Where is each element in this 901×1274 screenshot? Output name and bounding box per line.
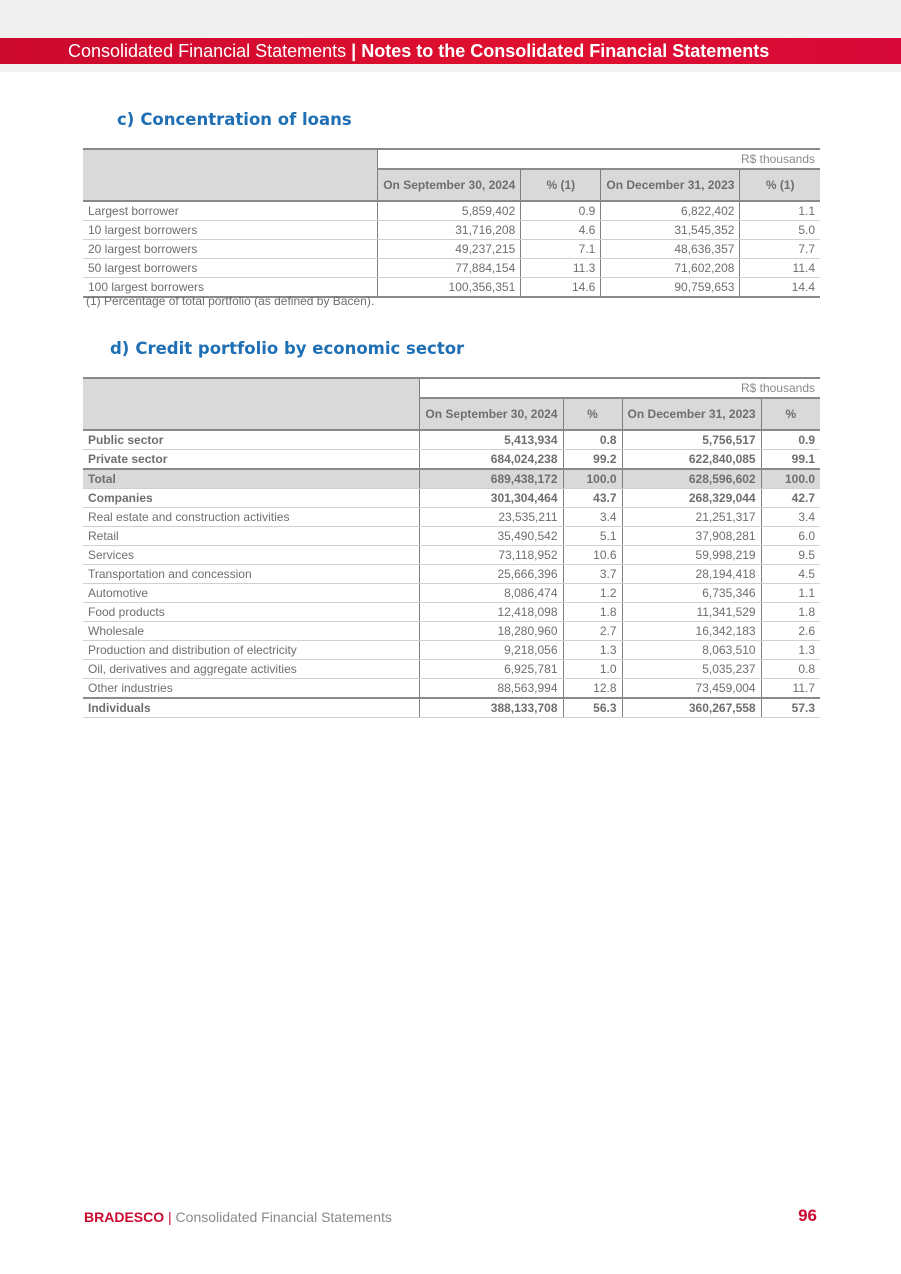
row-label: 50 largest borrowers — [83, 259, 378, 278]
row-value: 35,490,542 — [420, 527, 563, 546]
row-value: 88,563,994 — [420, 679, 563, 699]
table-row — [83, 565, 820, 584]
row-label: 20 largest borrowers — [83, 240, 378, 259]
row-value: 16,342,183 — [622, 622, 761, 641]
row-value: 0.9 — [521, 201, 601, 221]
row-value: 31,545,352 — [601, 221, 740, 240]
table-row — [83, 240, 820, 259]
row-label: Wholesale — [83, 622, 420, 641]
row-value: 37,908,281 — [622, 527, 761, 546]
table-row — [83, 584, 820, 603]
row-value: 56.3 — [563, 698, 622, 718]
row-value: 10.6 — [563, 546, 622, 565]
row-value: 12.8 — [563, 679, 622, 699]
table-row — [83, 622, 820, 641]
sectors-table — [83, 377, 820, 718]
row-value: 4.5 — [761, 565, 820, 584]
row-value: 3.4 — [563, 508, 622, 527]
row-value: 5.1 — [563, 527, 622, 546]
header-banner — [0, 38, 901, 64]
table-row — [83, 660, 820, 679]
sectors-col-header: % — [761, 398, 820, 430]
row-value: 388,133,708 — [420, 698, 563, 718]
row-label: Transportation and concession — [83, 565, 420, 584]
row-value: 14.4 — [740, 278, 820, 298]
row-value: 18,280,960 — [420, 622, 563, 641]
row-value: 6,925,781 — [420, 660, 563, 679]
loans-section-title — [117, 110, 352, 129]
row-value: 90,759,653 — [601, 278, 740, 298]
row-value: 7.7 — [740, 240, 820, 259]
loans-col-header: % (1) — [521, 169, 601, 201]
loans-corner — [83, 149, 378, 169]
row-label: Companies — [83, 489, 420, 508]
row-value: 9.5 — [761, 546, 820, 565]
row-label: Real estate and construction activities — [83, 508, 420, 527]
sectors-units-row — [83, 378, 820, 398]
page-number: 96 — [798, 1206, 817, 1225]
row-value: 1.1 — [740, 201, 820, 221]
row-label: Largest borrower — [83, 201, 378, 221]
row-label: Other industries — [83, 679, 420, 699]
sectors-section-letter: d) — [110, 339, 130, 358]
row-label: Production and distribution of electricity — [83, 641, 420, 660]
sectors-corner — [83, 378, 420, 398]
loans-section-text: Concentration of loans — [140, 110, 352, 129]
row-value: 28,194,418 — [622, 565, 761, 584]
table-row — [83, 603, 820, 622]
row-value: 5,756,517 — [622, 430, 761, 450]
table-row — [83, 679, 820, 699]
row-value: 6.0 — [761, 527, 820, 546]
row-value: 0.8 — [761, 660, 820, 679]
sectors-col-header: On September 30, 2024 — [420, 398, 563, 430]
row-label: Retail — [83, 527, 420, 546]
row-value: 23,535,211 — [420, 508, 563, 527]
row-label: Total — [83, 469, 420, 489]
row-value: 77,884,154 — [378, 259, 521, 278]
row-value: 0.8 — [563, 430, 622, 450]
row-value: 100.0 — [563, 469, 622, 489]
loans-units: R$ thousands — [378, 149, 820, 169]
row-value: 360,267,558 — [622, 698, 761, 718]
row-value: 2.7 — [563, 622, 622, 641]
row-value: 11.7 — [761, 679, 820, 699]
loans-col-header: % (1) — [740, 169, 820, 201]
table-row — [83, 221, 820, 240]
footer-doc-title: Consolidated Financial Statements — [175, 1209, 392, 1225]
header-separator: | — [346, 41, 362, 61]
row-value: 622,840,085 — [622, 450, 761, 470]
table-row — [83, 527, 820, 546]
sectors-col-header: % — [563, 398, 622, 430]
row-value: 9,218,056 — [420, 641, 563, 660]
table-row — [83, 450, 820, 470]
loans-col-header: On September 30, 2024 — [378, 169, 521, 201]
row-value: 1.3 — [761, 641, 820, 660]
row-value: 99.1 — [761, 450, 820, 470]
row-label: 10 largest borrowers — [83, 221, 378, 240]
row-value: 1.8 — [563, 603, 622, 622]
row-value: 268,329,044 — [622, 489, 761, 508]
loans-col-header: On December 31, 2023 — [601, 169, 740, 201]
footer-brand: BRADESCO — [84, 1209, 165, 1225]
row-label: Oil, derivatives and aggregate activities — [83, 660, 420, 679]
row-value: 3.7 — [563, 565, 622, 584]
sectors-section-title — [110, 339, 464, 358]
table-row — [83, 508, 820, 527]
row-value: 1.8 — [761, 603, 820, 622]
row-value: 301,304,464 — [420, 489, 563, 508]
sectors-section-text: Credit portfolio by economic sector — [135, 339, 465, 358]
table-row — [83, 259, 820, 278]
row-value: 11,341,529 — [622, 603, 761, 622]
sectors-header-row — [83, 398, 820, 430]
row-value: 1.2 — [563, 584, 622, 603]
row-value: 11.4 — [740, 259, 820, 278]
row-value: 4.6 — [521, 221, 601, 240]
row-value: 14.6 — [521, 278, 601, 298]
row-label: Private sector — [83, 450, 420, 470]
row-value: 57.3 — [761, 698, 820, 718]
row-value: 7.1 — [521, 240, 601, 259]
row-value: 5,413,934 — [420, 430, 563, 450]
row-value: 1.3 — [563, 641, 622, 660]
row-value: 11.3 — [521, 259, 601, 278]
row-value: 6,735,346 — [622, 584, 761, 603]
row-value: 0.9 — [761, 430, 820, 450]
header-section: Consolidated Financial Statements — [68, 41, 347, 61]
row-value: 6,822,402 — [601, 201, 740, 221]
table-row — [83, 430, 820, 450]
row-value: 99.2 — [563, 450, 622, 470]
row-value: 628,596,602 — [622, 469, 761, 489]
row-value: 73,118,952 — [420, 546, 563, 565]
row-value: 5,035,237 — [622, 660, 761, 679]
row-value: 21,251,317 — [622, 508, 761, 527]
table-row — [83, 641, 820, 660]
loans-footnote: (1) Percentage of total portfolio (as defined by Bacen). — [86, 294, 375, 308]
row-value: 73,459,004 — [622, 679, 761, 699]
row-value: 31,716,208 — [378, 221, 521, 240]
table-row — [83, 201, 820, 221]
row-label: Individuals — [83, 698, 420, 718]
loans-section-letter: c) — [117, 110, 135, 129]
row-value: 49,237,215 — [378, 240, 521, 259]
table-row — [83, 546, 820, 565]
row-value: 100.0 — [761, 469, 820, 489]
loans-table — [83, 148, 820, 298]
row-value: 5.0 — [740, 221, 820, 240]
row-value: 1.0 — [563, 660, 622, 679]
row-label: 100 largest borrowers — [83, 278, 378, 298]
row-value: 43.7 — [563, 489, 622, 508]
row-value: 689,438,172 — [420, 469, 563, 489]
row-label: Food products — [83, 603, 420, 622]
row-label: Public sector — [83, 430, 420, 450]
page-footer — [84, 1209, 392, 1225]
row-label: Services — [83, 546, 420, 565]
row-value: 2.6 — [761, 622, 820, 641]
row-value: 684,024,238 — [420, 450, 563, 470]
row-value: 100,356,351 — [378, 278, 521, 298]
table-row — [83, 698, 820, 718]
row-value: 5,859,402 — [378, 201, 521, 221]
row-value: 25,666,396 — [420, 565, 563, 584]
row-value: 1.1 — [761, 584, 820, 603]
row-value: 8,086,474 — [420, 584, 563, 603]
header-subsection: Notes to the Consolidated Financial Statements — [361, 41, 770, 61]
row-label: Automotive — [83, 584, 420, 603]
row-value: 3.4 — [761, 508, 820, 527]
row-value: 71,602,208 — [601, 259, 740, 278]
loans-header-row — [83, 169, 820, 201]
row-value: 8,063,510 — [622, 641, 761, 660]
table-row — [83, 469, 820, 489]
row-value: 42.7 — [761, 489, 820, 508]
row-value: 59,998,219 — [622, 546, 761, 565]
top-margin — [0, 0, 901, 38]
footer-separator: | — [164, 1209, 176, 1225]
sectors-col-header: On December 31, 2023 — [622, 398, 761, 430]
loans-units-row — [83, 149, 820, 169]
row-value: 48,636,357 — [601, 240, 740, 259]
table-row — [83, 489, 820, 508]
sectors-units: R$ thousands — [420, 378, 820, 398]
header-shadow — [0, 64, 901, 72]
row-value: 12,418,098 — [420, 603, 563, 622]
